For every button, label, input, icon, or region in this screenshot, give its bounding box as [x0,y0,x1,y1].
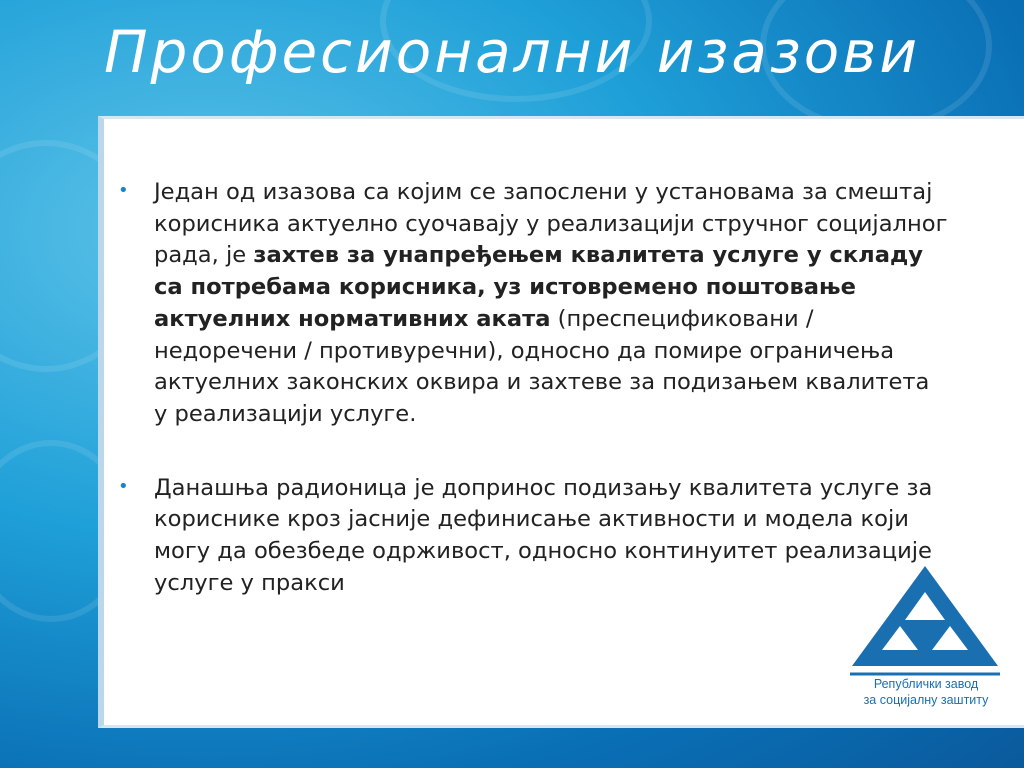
bullet-item [118,177,948,431]
bullet-text: Данашња радионица је допринос подизању квалитета услуге за кориснике кроз јасније дефинисање активности и модела који могу да обезбеде одрживост, односно континуитет реализације услуге у пракси [154,474,933,596]
bullet-dot-icon: • [118,180,129,201]
bullet-item [118,473,948,600]
bullet-text: Један од изазова са којим се запослени у установама за смештај корисника актуелно суочавају у реализацији стручног социјалног рада, је [154,179,948,269]
institute-logo-text [850,676,1002,708]
logo-line-2: за социјалну заштиту [863,693,989,707]
logo-line-1: Републички завод [873,677,979,691]
bullet-text: (преспецификовани /недоречени / противуречни), односно да помире ограничења актуелних законских оквира и захтеве за подизањем квалитета у реализацији услуге. [154,305,930,427]
bullet-dot-icon: • [118,475,129,497]
bullet-list [118,177,948,641]
slide-title: Професионални изазови [103,18,921,86]
bullet-text-bold: захтев за унапређењем квалитета услуге у складу са потребама корисника, уз истовремено поштовање актуелних нормативних аката [154,242,923,332]
